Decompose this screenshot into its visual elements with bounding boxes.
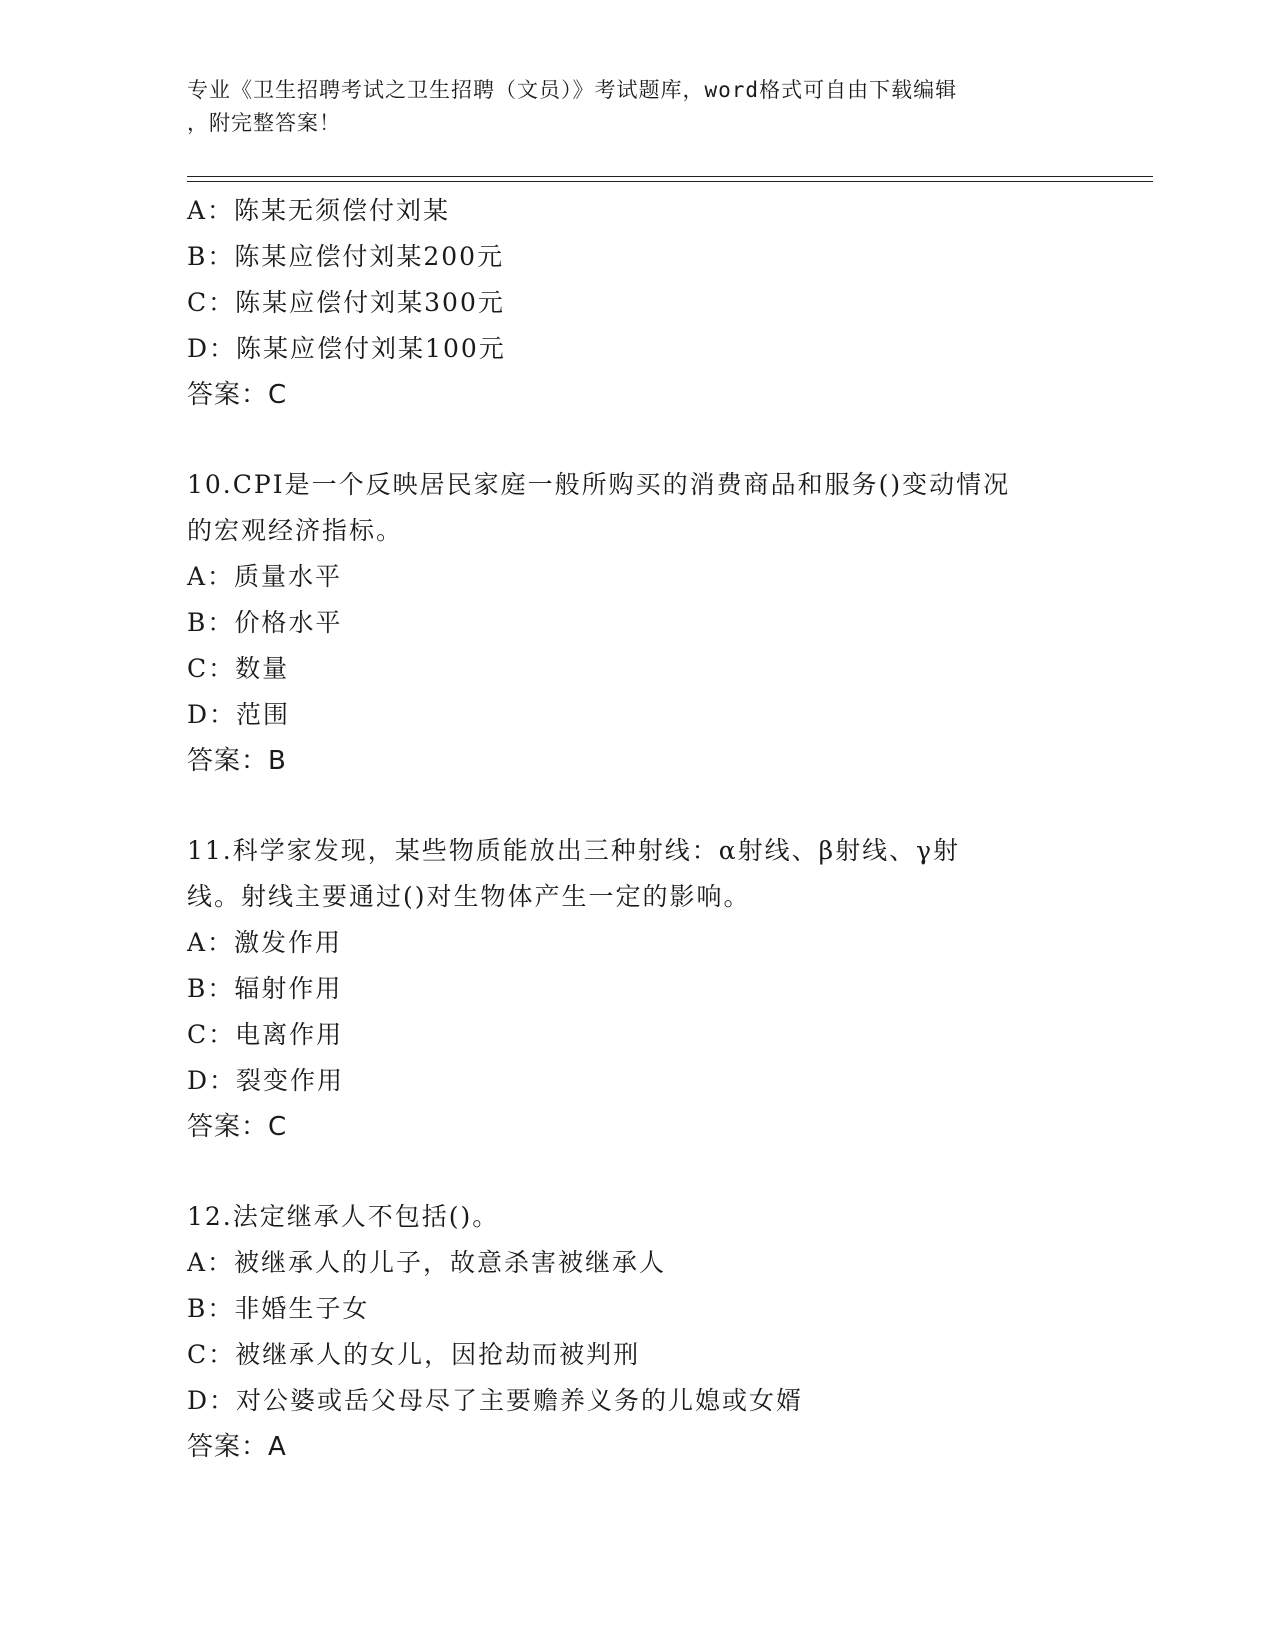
- option-d: D：裂变作用: [187, 1066, 345, 1095]
- option-a: A：被继承人的儿子，故意杀害被继承人: [187, 1248, 667, 1277]
- question-11: [187, 828, 1087, 1150]
- answer-line: 答案：B: [187, 746, 287, 776]
- option-a: A：激发作用: [187, 928, 343, 957]
- question-stem-line-2: 线。射线主要通过()对生物体产生一定的影响。: [187, 882, 751, 911]
- option-b: B：非婚生子女: [187, 1294, 370, 1323]
- header-line-1: 专业《卫生招聘考试之卫生招聘（文员）》考试题库，word格式可自由下载编辑: [187, 78, 958, 102]
- option-c: C：数量: [187, 654, 290, 683]
- document-header: [187, 74, 1067, 140]
- answer-line: 答案：C: [187, 380, 288, 410]
- answer-line: 答案：A: [187, 1432, 287, 1462]
- option-a: A：质量水平: [187, 562, 343, 591]
- question-list: [187, 188, 1087, 1470]
- answer-line: 答案：C: [187, 1112, 288, 1142]
- header-divider-bottom: [187, 181, 1153, 182]
- option-c: C：陈某应偿付刘某300元: [187, 288, 505, 317]
- option-d: D：范围: [187, 700, 291, 729]
- header-line-2: ，附完整答案！: [187, 111, 341, 135]
- option-b: B：价格水平: [187, 608, 343, 637]
- question-9: [187, 188, 1087, 418]
- question-stem-line-2: 的宏观经济指标。: [187, 516, 404, 545]
- question-10: [187, 462, 1087, 784]
- question-stem-line-1: 10.CPI是一个反映居民家庭一般所购买的消费商品和服务()变动情况: [187, 470, 1011, 499]
- option-d: D：陈某应偿付刘某100元: [187, 334, 506, 363]
- option-d: D：对公婆或岳父母尽了主要赡养义务的儿媳或女婿: [187, 1386, 804, 1415]
- option-b: B：陈某应偿付刘某200元: [187, 242, 505, 271]
- option-c: C：被继承人的女儿，因抢劫而被判刑: [187, 1340, 641, 1369]
- question-12: [187, 1194, 1087, 1470]
- question-stem-line-1: 11.科学家发现，某些物质能放出三种射线：α射线、β射线、γ射: [187, 836, 961, 865]
- option-c: C：电离作用: [187, 1020, 344, 1049]
- option-b: B：辐射作用: [187, 974, 343, 1003]
- option-a: A：陈某无须偿付刘某: [187, 196, 451, 225]
- header-divider-top: [187, 176, 1153, 177]
- question-stem-line-1: 12.法定继承人不包括()。: [187, 1202, 500, 1231]
